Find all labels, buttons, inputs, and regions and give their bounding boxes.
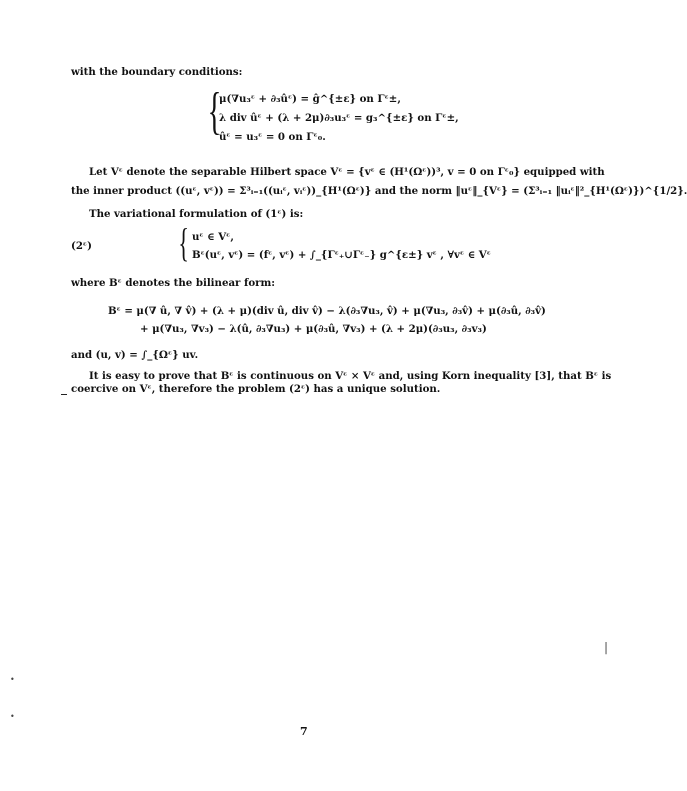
- left-brace: {: [207, 83, 222, 140]
- boundary-condition-2: λ div ûᵋ + (λ + 2μ)∂₃u₃ᵋ = g₃^{±ε} on Γᵋ±,: [219, 112, 459, 124]
- boundary-condition-3: ûᵋ = u₃ᵋ = 0 on Γᵋ₀.: [219, 131, 326, 143]
- inner-product-definition: and (u, v) = ∫_{Ωᵋ} uv.: [71, 349, 199, 361]
- bilinear-form-line-1: Bᵋ = μ(∇ û, ∇ v̂) + (λ + μ)(div û, div v̂) − λ(∂₃∇u₃, v̂) + μ(∇u₃, ∂₃v̂) + μ(∂₃û, ∂₃v̂): [108, 305, 546, 317]
- equation-label: (2ᵋ): [71, 240, 92, 252]
- scan-dot: •: [10, 675, 15, 684]
- bilinear-intro: where Bᵋ denotes the bilinear form:: [71, 277, 276, 289]
- boundary-condition-1: μ(∇u₃ᵋ + ∂₃ûᵋ) = ĝ^{±ε} on Γᵋ±,: [219, 93, 401, 105]
- bilinear-form-line-2: + μ(∇u₃, ∇v₃) − λ(û, ∂₃∇u₃) + μ(∂₃û, ∇v₃) + (λ + 2μ)(∂₃u₃, ∂₃v₃): [140, 323, 487, 335]
- page-number: 7: [300, 725, 308, 738]
- left-brace: {: [178, 220, 189, 265]
- conclusion-line-2: coercive on Vᵋ, therefore the problem (2ᵋ) has a unique solution.: [71, 383, 441, 395]
- hilbert-space-line-2: the inner product ((uᵋ, vᵋ)) = Σ³ᵢ₌₁((uᵢᵋ, vᵢᵋ))_{H¹(Ωᵋ)} and the norm ‖uᵋ‖_{Vᵋ} = (Σ³ᵢ₌₁ ‖uᵢᵋ‖²_{H¹(Ωᵋ)})^{1/2}.: [71, 185, 687, 197]
- hilbert-space-line-1: Let Vᵋ denote the separable Hilbert space Vᵋ = {vᵋ ∈ (H¹(Ωᵋ))³, v = 0 on Γᵋ₀} equipped with: [89, 166, 605, 178]
- scan-mark: [61, 394, 67, 395]
- variational-intro: The variational formulation of (1ᵋ) is:: [89, 208, 304, 220]
- variational-line-2: Bᵋ(uᵋ, vᵋ) = (fᵋ, vᵋ) + ∫_{Γᵋ₊∪Γᵋ₋} g^{ε±} vᵋ , ∀vᵋ ∈ Vᵋ: [192, 249, 491, 261]
- variational-line-1: uᵋ ∈ Vᵋ,: [192, 231, 234, 243]
- intro-text: with the boundary conditions:: [71, 66, 243, 78]
- scan-dot: •: [10, 712, 15, 721]
- scan-tick: |: [604, 640, 609, 654]
- conclusion-line-1: It is easy to prove that Bᵋ is continuous on Vᵋ × Vᵋ and, using Korn inequality [3], that Bᵋ is: [89, 370, 612, 382]
